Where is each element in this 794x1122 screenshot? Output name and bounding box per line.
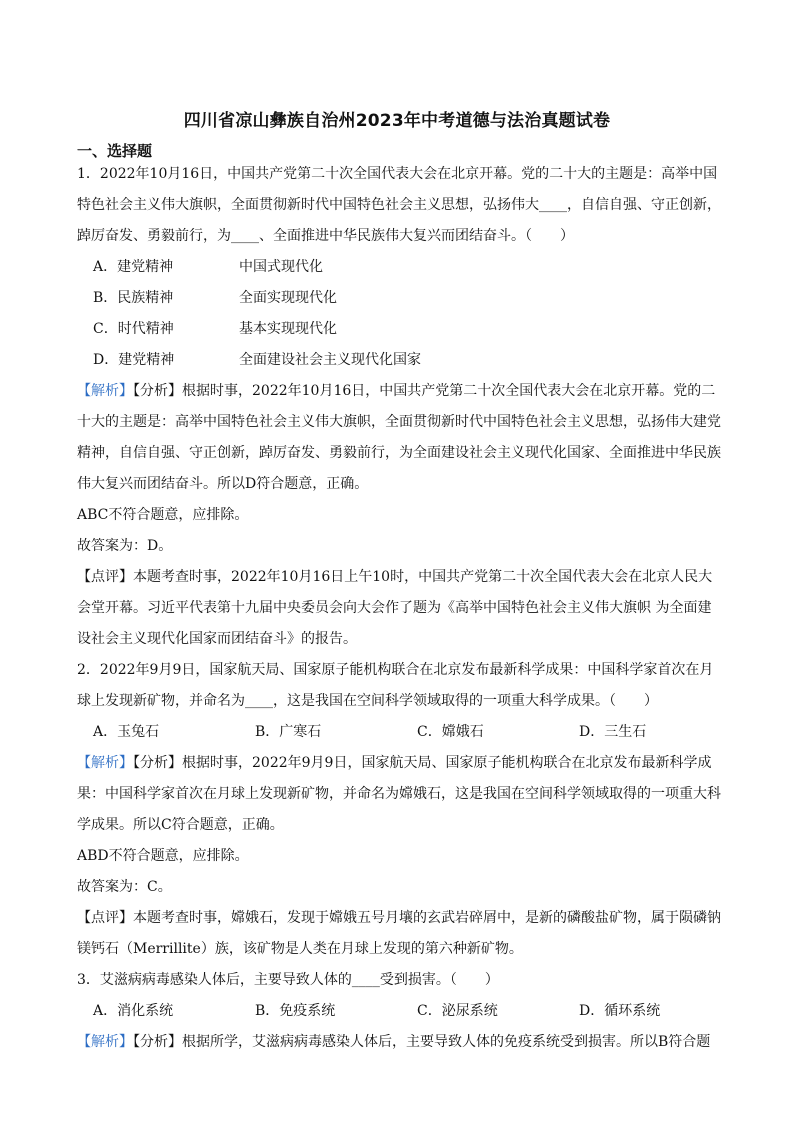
question-2-option-a: A．玉兔石 — [93, 724, 160, 740]
question-3-analysis-line-1: 【解析】【分析】根据所学，艾滋病病毒感染人体后，主要导致人体的免疫系统受到损害。所以B符合题 — [77, 1034, 711, 1050]
question-2-answer: 故答案为：C。 — [77, 879, 172, 895]
question-1-line-1: 1．2022年10月16日，中国共产党第二十次全国代表大会在北京开幕。党的二十大的主题是：高举中国 — [77, 166, 718, 182]
question-3-line-1: 3．艾滋病病毒感染人体后，主要导致人体的____受到损害。（ ） — [77, 972, 499, 988]
question-1-answer: 故答案为：D。 — [77, 538, 173, 554]
question-1-option-d: D．建党精神 全面建设社会主义现代化国家 — [93, 352, 421, 368]
question-2-comment-line-2: 镁钙石（Merrillite）族，该矿物是人类在月球上发现的第六种新矿物。 — [77, 941, 523, 957]
question-2-analysis-line-4: ABD不符合题意，应排除。 — [77, 848, 249, 864]
jiexi-tag: 【解析】 — [77, 1034, 133, 1050]
question-3-option-a: A．消化系统 — [93, 1003, 174, 1019]
question-3-options — [77, 996, 747, 1027]
question-1-option-b: B．民族精神 全面实现现代化 — [93, 290, 337, 306]
section-heading: 一、选择题 — [77, 142, 153, 160]
question-2-options — [77, 717, 747, 748]
jiexi-tag: 【解析】 — [77, 383, 133, 399]
question-2-option-b: B．广寒石 — [255, 724, 322, 740]
question-3-option-d: D．循环系统 — [579, 1003, 661, 1019]
question-1-line-2: 特色社会主义伟大旗帜，全面贯彻新时代中国特色社会主义思想，弘扬伟大____，自信自强、守正创新， — [77, 197, 721, 213]
question-1-option-c: C．时代精神 基本实现现代化 — [93, 321, 337, 337]
question-1-analysis-line-4: 伟大复兴而团结奋斗。所以D符合题意，正确。 — [77, 476, 369, 492]
question-2-analysis-line-3: 学成果。所以C符合题意，正确。 — [77, 817, 284, 833]
question-1-option-a: A．建党精神 中国式现代化 — [93, 259, 323, 275]
question-1-line-3: 踔厉奋发、勇毅前行，为____、全面推进中华民族伟大复兴而团结奋斗。（ ） — [77, 228, 574, 244]
question-1-comment-line-1: 【点评】本题考查时事，2022年10月16日上午10时，中国共产党第二十次全国代表大会在北京人民大 — [77, 569, 713, 585]
jiexi-tag: 【解析】 — [77, 755, 133, 771]
question-1-comment-line-3: 设社会主义现代化国家而团结奋斗》的报告。 — [77, 631, 357, 647]
exam-content — [77, 159, 747, 1058]
question-3-option-c: C．泌尿系统 — [417, 1003, 498, 1019]
question-1-analysis-line-3: 精神，自信自强、守正创新，踔厉奋发、勇毅前行，为全面建设社会主义现代化国家、全面推进中华民族 — [77, 445, 721, 461]
question-1-analysis-line-2: 十大的主题是：高举中国特色社会主义伟大旗帜，全面贯彻新时代中国特色社会主义思想，弘扬伟大建党 — [77, 414, 721, 430]
question-2-analysis-line-2: 果：中国科学家首次在月球上发现新矿物，并命名为嫦娥石，这是我国在空间科学领域取得的一项重大科 — [77, 786, 721, 802]
question-2-line-1: 2．2022年9月9日，国家航天局、国家原子能机构联合在北京发布最新科学成果：中国科学家首次在月 — [77, 662, 714, 678]
question-3-option-b: B．免疫系统 — [255, 1003, 336, 1019]
question-2-option-d: D．三生石 — [579, 724, 647, 740]
page-title: 四川省凉山彝族自治州2023年中考道德与法治真题试卷 — [183, 111, 611, 131]
question-2-line-2: 球上发现新矿物，并命名为____，这是我国在空间科学领域取得的一项重大科学成果。（ ） — [77, 693, 658, 709]
question-1-analysis-line-1: 【解析】【分析】根据时事，2022年10月16日，中国共产党第二十次全国代表大会在北京开幕。党的二 — [77, 383, 716, 399]
question-1-comment-line-2: 会堂开幕。习近平代表第十九届中央委员会向大会作了题为《高举中国特色社会主义伟大旗帜 为全面建 — [77, 600, 712, 616]
question-1-analysis-line-5: ABC不符合题意，应排除。 — [77, 507, 249, 523]
question-2-analysis-line-1: 【解析】【分析】根据时事，2022年9月9日，国家航天局、国家原子能机构联合在北京发布最新科学成 — [77, 755, 712, 771]
question-2-comment-line-1: 【点评】本题考查时事，嫦娥石，发现于嫦娥五号月壤的玄武岩碎屑中，是新的磷酸盐矿物，属于陨磷钠 — [77, 910, 721, 926]
question-2-option-c: C．嫦娥石 — [417, 724, 484, 740]
